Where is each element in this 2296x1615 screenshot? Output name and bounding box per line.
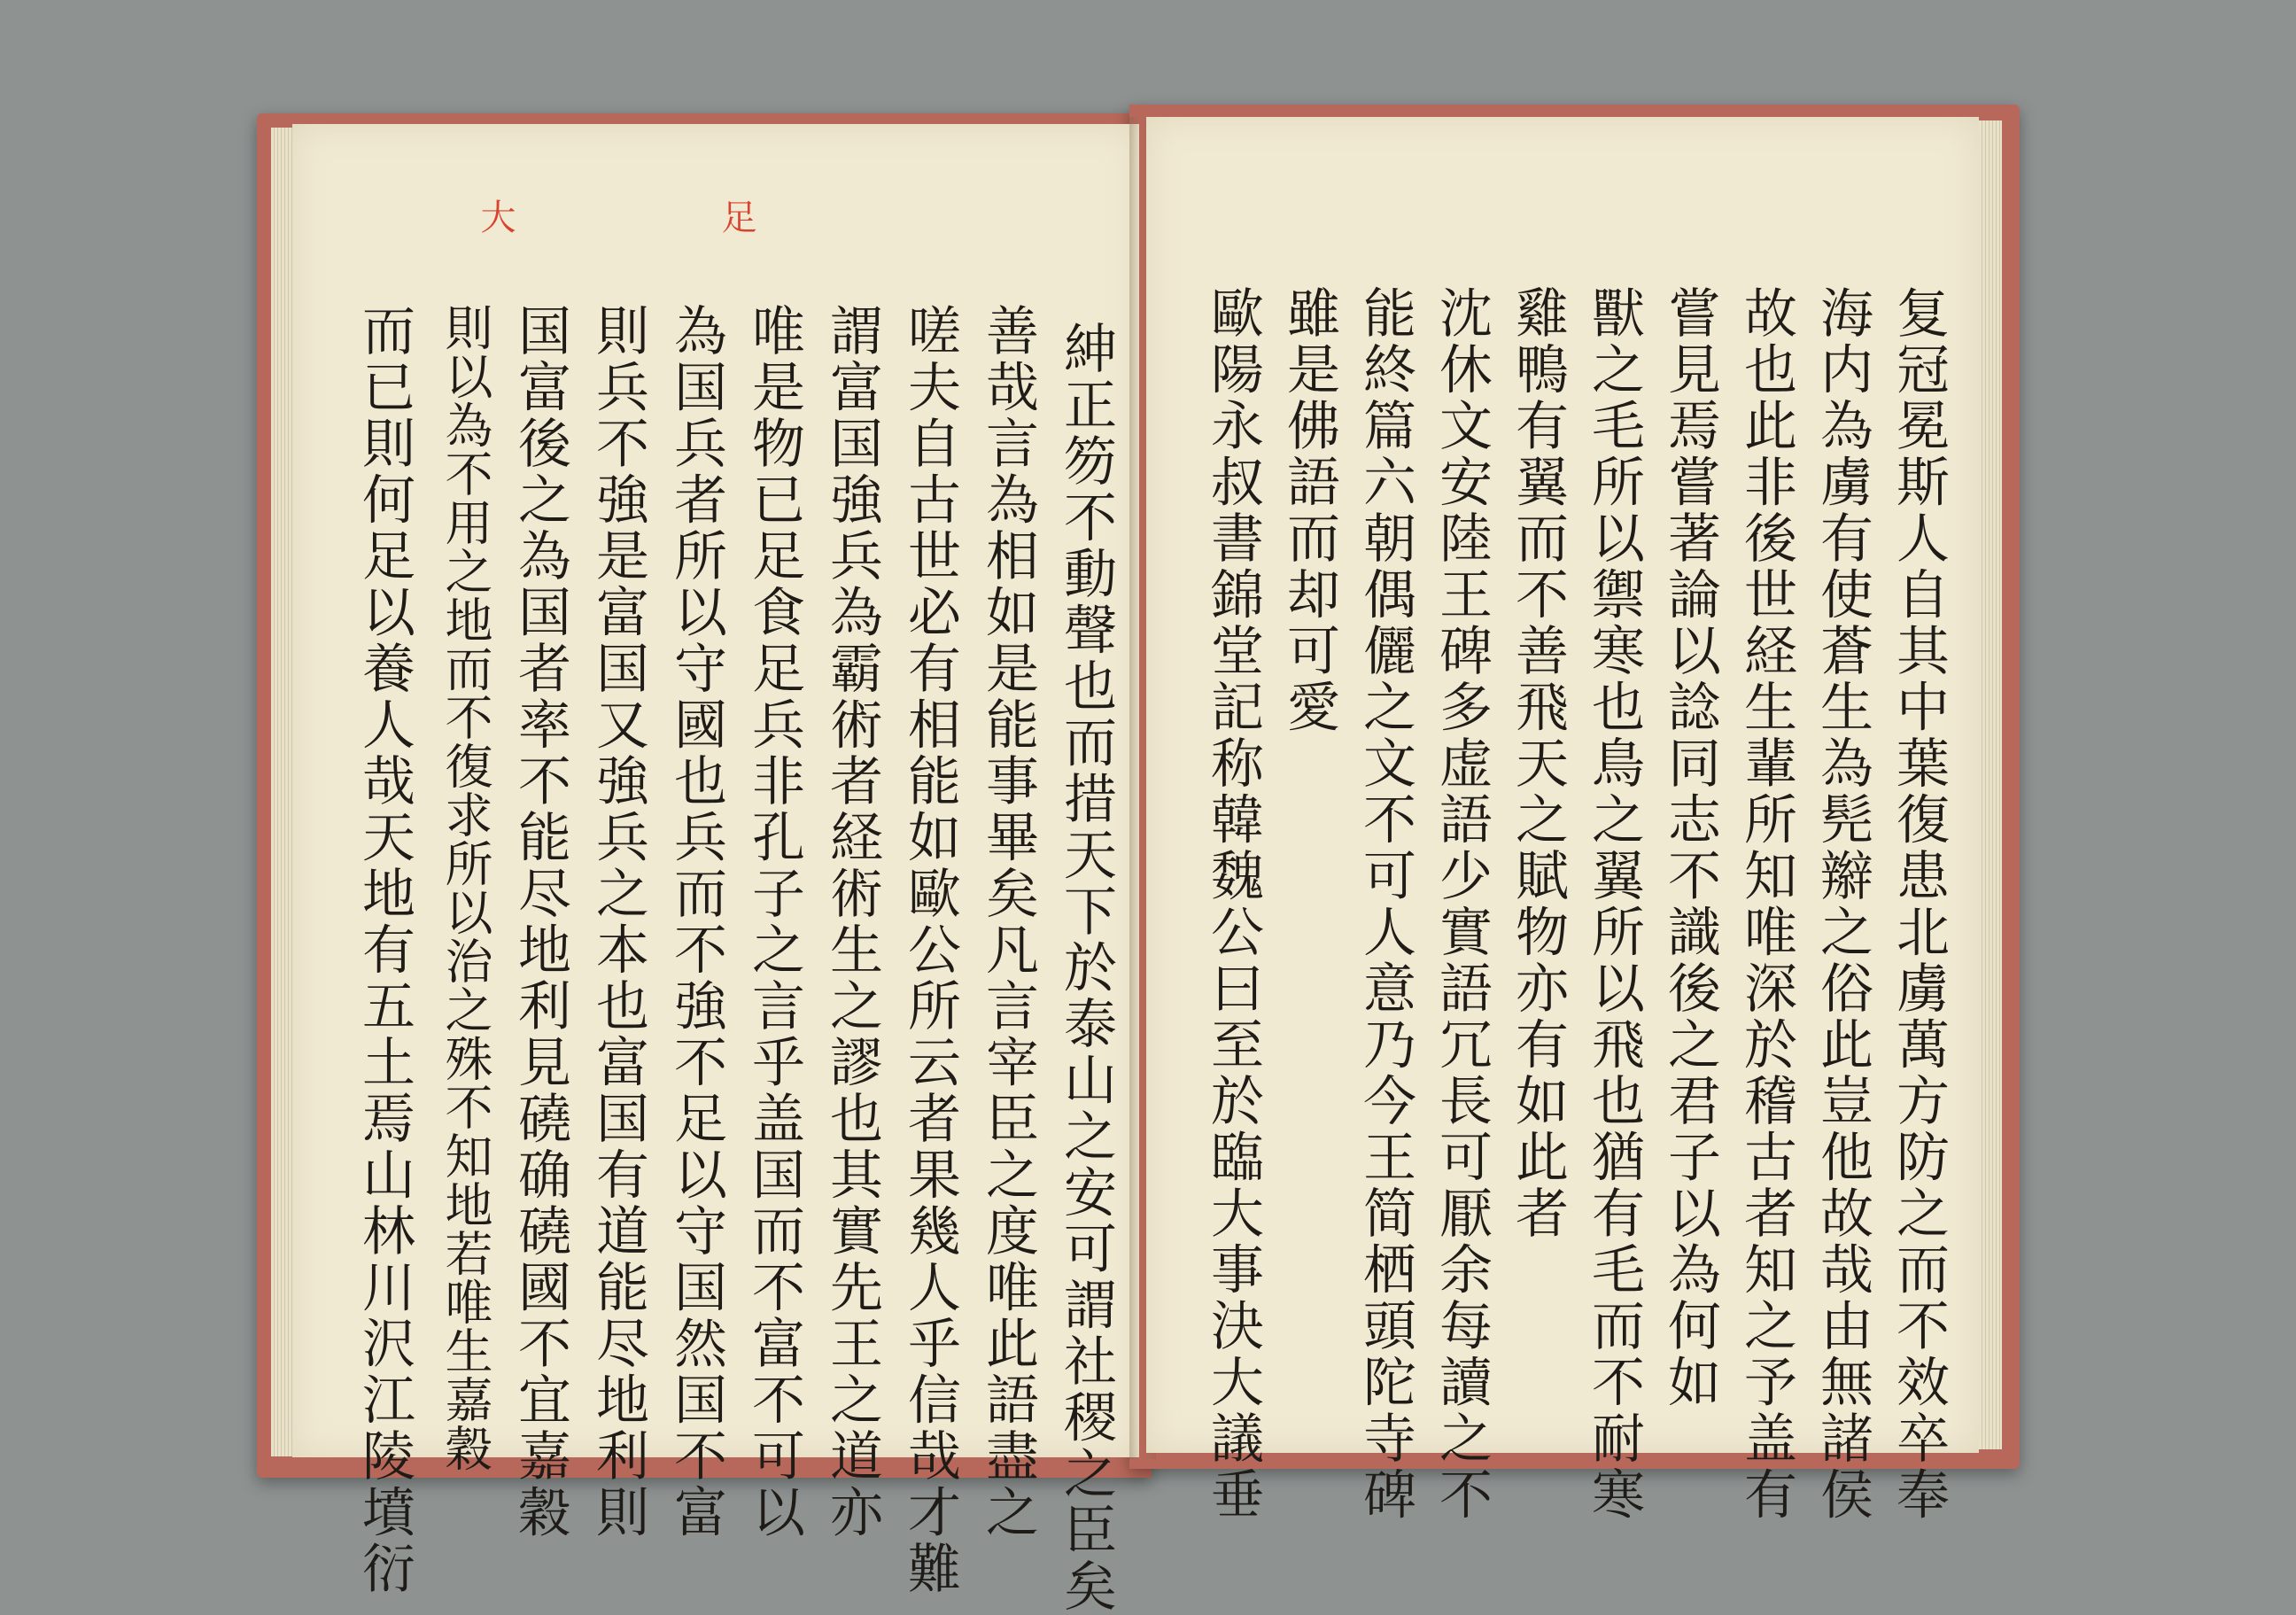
text-column: 雞鴨有翼而不善飛天之賦物亦有如此者 — [1507, 285, 1569, 1242]
text-column: 海内為虜有使蒼生為髡辮之俗此豈他故哉由無諸侯 — [1811, 285, 1873, 1523]
text-column: 謂富国強兵為霸術者経術生之謬也其實先王之道亦 — [821, 303, 883, 1541]
text-column: 則以為不用之地而不復求所以治之殊不知地若唯生嘉穀 — [438, 303, 493, 1472]
text-column: 嘗見焉嘗著論以諗同志不識後之君子以為何如 — [1659, 285, 1721, 1410]
margin-note: 大 — [475, 198, 516, 234]
text-column: 复冠冕斯人自其中葉復患北虜萬方防之而不效卒奉 — [1888, 285, 1950, 1523]
text-column: 故也此非後世経生輩所知唯深於稽古者知之予盖有 — [1735, 285, 1797, 1523]
right-page — [1146, 117, 1979, 1523]
right-page-edges — [1975, 120, 2002, 1449]
text-column: 唯是物已足食足兵非孔子之言乎盖国而不富不可以 — [743, 303, 805, 1541]
text-column: 雖是佛語而却可愛 — [1278, 285, 1340, 735]
margin-note: 足 — [716, 198, 756, 234]
text-column: 善哉言為相如是能事畢矣凡言宰臣之度唯此語盡之 — [977, 303, 1039, 1541]
text-column: 嗟夫自古世必有相能如歐公所云者果幾人乎信哉才難 — [899, 303, 961, 1597]
text-column: 紳正笏不動聲也而措天下於泰山之安可謂社稷之臣矣 — [1055, 321, 1117, 1615]
text-column: 則兵不強是富国又強兵之本也富国有道能尽地利則 — [587, 303, 649, 1541]
text-column: 獸之毛所以禦寒也鳥之翼所以飛也猶有毛而不耐寒 — [1583, 285, 1645, 1523]
text-column: 歐陽永叔書錦堂記称韓魏公曰至於臨大事決大議垂 — [1202, 285, 1264, 1523]
left-page — [292, 124, 1139, 1615]
text-column: 能終篇六朝偶儷之文不可人意乃今王简栖頭陀寺碑 — [1354, 285, 1416, 1523]
text-column: 而已則何足以養人哉天地有五土焉山林川沢江陵墳衍 — [353, 303, 415, 1597]
text-column: 沈休文安陸王碑多虚語少實語冗長可厭余每讀之不 — [1431, 285, 1493, 1523]
text-column: 国富後之為国者率不能尽地利見磽确磽國不宜嘉穀 — [509, 303, 571, 1541]
text-column: 為国兵者所以守國也兵而不強不足以守国然国不富 — [665, 303, 727, 1541]
open-book — [257, 105, 2020, 1615]
